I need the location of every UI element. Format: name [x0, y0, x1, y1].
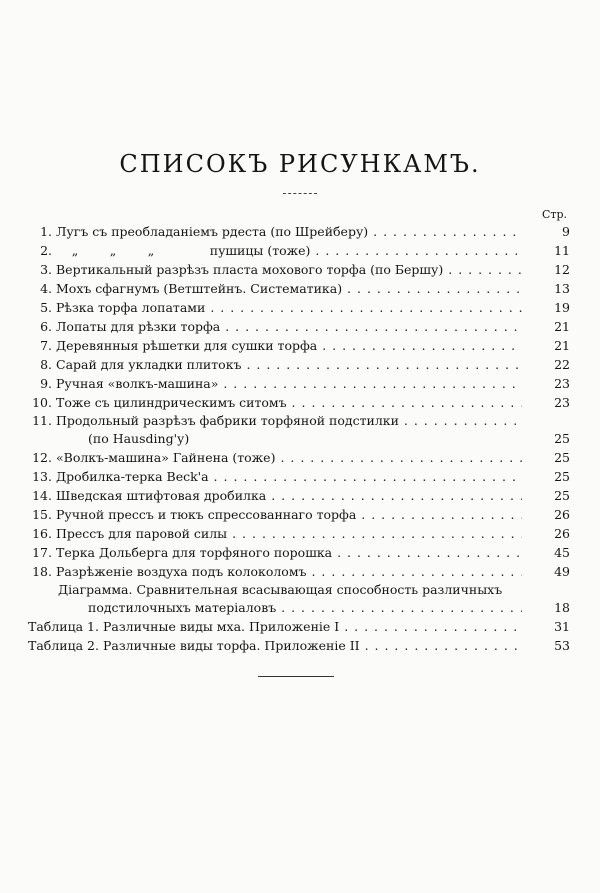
- figure-caption: Вертикальный разрѣзъ пласта мохового торфа (по Бершу) . . .: [56, 260, 522, 279]
- list-item: [28, 222, 570, 241]
- figure-caption: Дробилка-терка Beck'a . . .: [56, 467, 522, 486]
- page-number: 25: [554, 488, 570, 503]
- page-column-header: Стр.: [541, 208, 567, 221]
- figure-number: 6.: [40, 319, 52, 334]
- page-title: СПИСОКЪ РИСУНКАМЪ.: [119, 150, 481, 178]
- figure-caption: Лопаты для рѣзки торфа . . .: [56, 317, 522, 336]
- figure-caption: Шведская штифтовая дробилка . . .: [56, 486, 522, 505]
- figure-caption: Разрѣженіе воздуха подъ колоколомъ . . .: [56, 562, 522, 581]
- figure-caption: Ручной прессъ и тюкъ спрессованнаго торфа . . .: [56, 505, 522, 524]
- list-item: [28, 448, 570, 467]
- figure-caption: Продольный разрѣзъ фабрики торфяной подстилки . . .: [56, 412, 522, 429]
- figure-caption: Прессъ для паровой силы . . .: [56, 524, 522, 543]
- list-item: [28, 260, 570, 279]
- table-caption: Таблица 2. Различные виды торфа. Приложеніе II . . .: [28, 636, 522, 655]
- figure-caption: Деревянныя рѣшетки для сушки торфа . . .: [56, 336, 522, 355]
- list-item: [28, 336, 570, 355]
- list-item: [28, 486, 570, 505]
- page-number: 13: [554, 281, 570, 296]
- figure-number: 9.: [40, 376, 52, 391]
- page-number: 25: [554, 431, 570, 446]
- diagram-caption-continuation: подстилочныхъ матеріаловъ . . .: [88, 598, 522, 617]
- page-number: 23: [554, 376, 570, 391]
- figure-number: 5.: [40, 300, 52, 315]
- figure-caption: «Волкъ-машина» Гайнена (тоже) . . .: [56, 448, 522, 467]
- figure-number: 15.: [32, 507, 52, 522]
- table-item: [28, 636, 570, 655]
- figure-number: 12.: [32, 450, 52, 465]
- figure-caption-ditto: [56, 241, 522, 260]
- figure-caption: Ручная «волкъ-машина» . . .: [56, 374, 522, 393]
- list-item: [28, 524, 570, 543]
- closing-rule: [258, 676, 334, 677]
- figure-number: 8.: [40, 357, 52, 372]
- list-item: [28, 298, 570, 317]
- page-number: 12: [554, 262, 570, 277]
- figure-caption: Мохъ сфагнумъ (Ветштейнъ. Систематика) . . .: [56, 279, 522, 298]
- figure-number: 2.: [40, 243, 52, 258]
- page-number: 11: [554, 243, 570, 258]
- figure-caption: Рѣзка торфа лопатами . . .: [56, 298, 522, 317]
- list-item: [28, 241, 570, 260]
- title-divider: [283, 193, 317, 194]
- list-item: [28, 355, 570, 374]
- list-item: [28, 393, 570, 412]
- page-number: 22: [554, 357, 570, 372]
- ditto-mark: „: [71, 243, 79, 258]
- page-number: 25: [554, 450, 570, 465]
- diagram-caption: Діаграмма. Сравнительная всасывающая способность различныхъ: [58, 582, 503, 597]
- figure-number: 13.: [32, 469, 52, 484]
- table-caption: Таблица 1. Различные виды мха. Приложеніе I . . .: [28, 617, 522, 636]
- list-item: [28, 543, 570, 562]
- diagram-item: [28, 581, 570, 598]
- list-item: [28, 467, 570, 486]
- figure-number: 17.: [32, 545, 52, 560]
- figure-list: [28, 222, 570, 655]
- figure-caption: пушицы (тоже): [209, 243, 311, 258]
- figure-number: 16.: [32, 526, 52, 541]
- list-item: [28, 505, 570, 524]
- list-item-continuation: [28, 429, 570, 448]
- page-number: 19: [554, 300, 570, 315]
- page-number: 9: [562, 224, 570, 239]
- figure-number: 3.: [40, 262, 52, 277]
- list-item: [28, 412, 570, 429]
- figure-number: 4.: [40, 281, 52, 296]
- page-number: 49: [554, 564, 570, 579]
- figure-number: 18.: [32, 564, 52, 579]
- figure-caption-continuation: (по Hausding'у): [88, 431, 190, 446]
- page-number: 23: [554, 395, 570, 410]
- list-item: [28, 562, 570, 581]
- page-number: 25: [554, 469, 570, 484]
- figure-number: 10.: [32, 395, 52, 410]
- page-number: 21: [554, 338, 570, 353]
- page-number: 45: [554, 545, 570, 560]
- figure-caption: Тоже съ цилиндрическимъ ситомъ . . .: [56, 393, 522, 412]
- page-number: 31: [554, 619, 570, 634]
- list-item: [28, 374, 570, 393]
- figure-number: 7.: [40, 338, 52, 353]
- ditto-mark: „: [147, 243, 155, 258]
- figure-number: 14.: [32, 488, 52, 503]
- diagram-item-continuation: [28, 598, 570, 617]
- list-item: [28, 279, 570, 298]
- page-number: 21: [554, 319, 570, 334]
- list-item: [28, 317, 570, 336]
- table-item: [28, 617, 570, 636]
- figure-number: 11.: [32, 413, 52, 428]
- figure-caption: Терка Дольберга для торфяного порошка . . .: [56, 543, 522, 562]
- page-number: 26: [554, 507, 570, 522]
- figure-caption: Лугъ съ преобладаніемъ рдеста (по Шрейберу) . . .: [56, 222, 522, 241]
- ditto-mark: „: [109, 243, 117, 258]
- page-number: 26: [554, 526, 570, 541]
- figure-caption: Сарай для укладки плитокъ . . .: [56, 355, 522, 374]
- page-number: 18: [554, 600, 570, 615]
- page-number: 53: [554, 638, 570, 653]
- figure-number: 1.: [40, 224, 52, 239]
